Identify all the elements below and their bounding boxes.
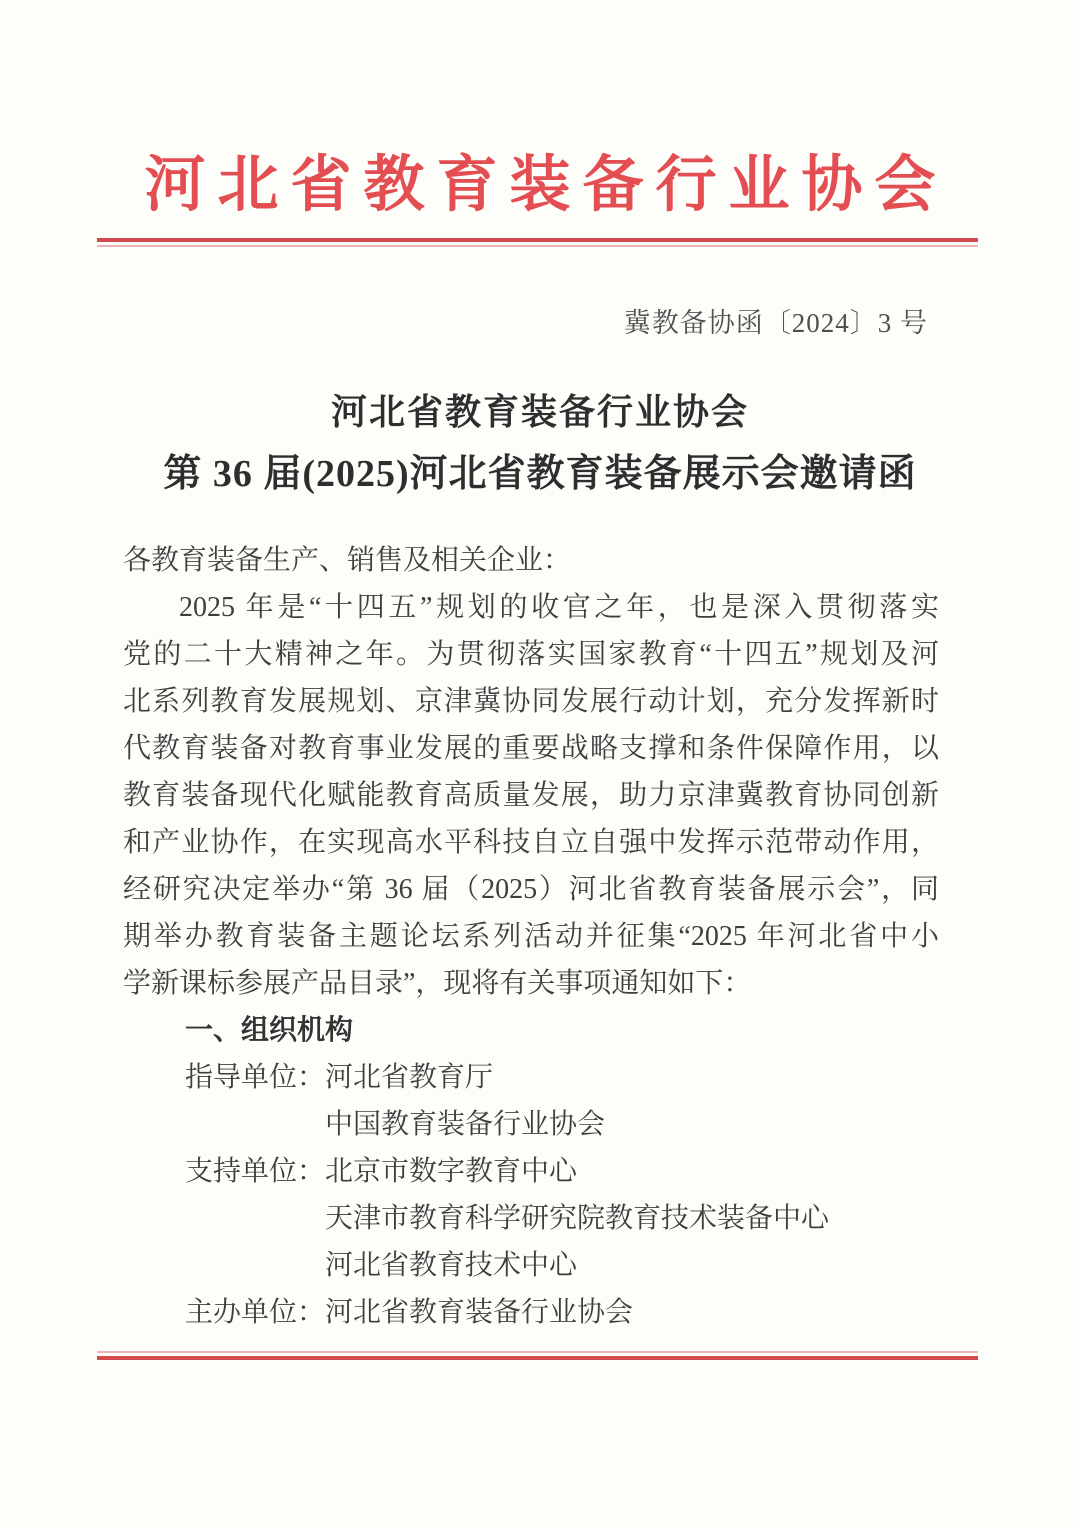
paragraph-line: 2025 年是“十四五”规划的收官之年，也是深入贯彻落实: [179, 592, 939, 623]
footer-divider: [97, 1351, 978, 1360]
org-label: 主办单位：: [185, 1297, 326, 1328]
org-label: 指导单位：: [185, 1062, 326, 1093]
org-row-guiding-unit-2: [123, 1101, 939, 1148]
paragraph-line: 和产业协作，在实现高水平科技自立自强中发挥示范带动作用，: [123, 827, 939, 858]
divider-thick-line: [97, 1356, 978, 1360]
paragraph-line: 党的二十大精神之年。为贯彻落实国家教育“十四五”规划及河: [123, 639, 939, 670]
letterhead-title: 河北省教育装备行业协会: [144, 152, 948, 219]
org-label: 支持单位：: [185, 1156, 326, 1187]
document-title-line2: 第 36 届(2025)河北省教育装备展示会邀请函: [163, 453, 917, 495]
org-value: 北京市数字教育中心: [325, 1156, 578, 1187]
paragraph-line: 经研究决定举办“第 36 届（2025）河北省教育装备展示会”，同: [123, 874, 939, 905]
paragraph-line: 代教育装备对教育事业发展的重要战略支撑和条件保障作用，以: [123, 733, 939, 764]
paragraph-line: 学新课标参展产品目录”，现将有关事项通知如下：: [123, 968, 752, 999]
org-row-guiding-unit: [123, 1054, 939, 1101]
letterhead-divider: [97, 238, 978, 247]
paragraph-line: 教育装备现代化赋能教育高质量发展，助力京津冀教育协同创新: [123, 780, 939, 811]
section-heading: 一、组织机构: [185, 1015, 354, 1046]
paragraph-line: 北系列教育发展规划、京津冀协同发展行动计划，充分发挥新时: [123, 686, 939, 717]
org-row-host-unit: [123, 1289, 939, 1336]
org-value: 河北省教育技术中心: [325, 1250, 578, 1281]
document-body: [123, 537, 939, 1336]
org-row-supporting-unit-2: [123, 1195, 939, 1242]
org-value: 河北省教育装备行业协会: [325, 1297, 634, 1328]
org-value: 天津市教育科学研究院教育技术装备中心: [325, 1203, 830, 1234]
document-number: 冀教备协函〔2024〕3 号: [623, 308, 928, 338]
org-value: 河北省教育厅: [325, 1062, 494, 1093]
salutation-line: 各教育装备生产、销售及相关企业：: [123, 545, 572, 576]
divider-thin-line: [97, 245, 978, 247]
org-row-supporting-unit-3: [123, 1242, 939, 1289]
document-title-line1: 河北省教育装备行业协会: [330, 392, 749, 432]
org-row-supporting-unit: [123, 1148, 939, 1195]
org-value: 中国教育装备行业协会: [325, 1109, 606, 1140]
paragraph-line: 期举办教育装备主题论坛系列活动并征集“2025 年河北省中小: [123, 921, 939, 952]
